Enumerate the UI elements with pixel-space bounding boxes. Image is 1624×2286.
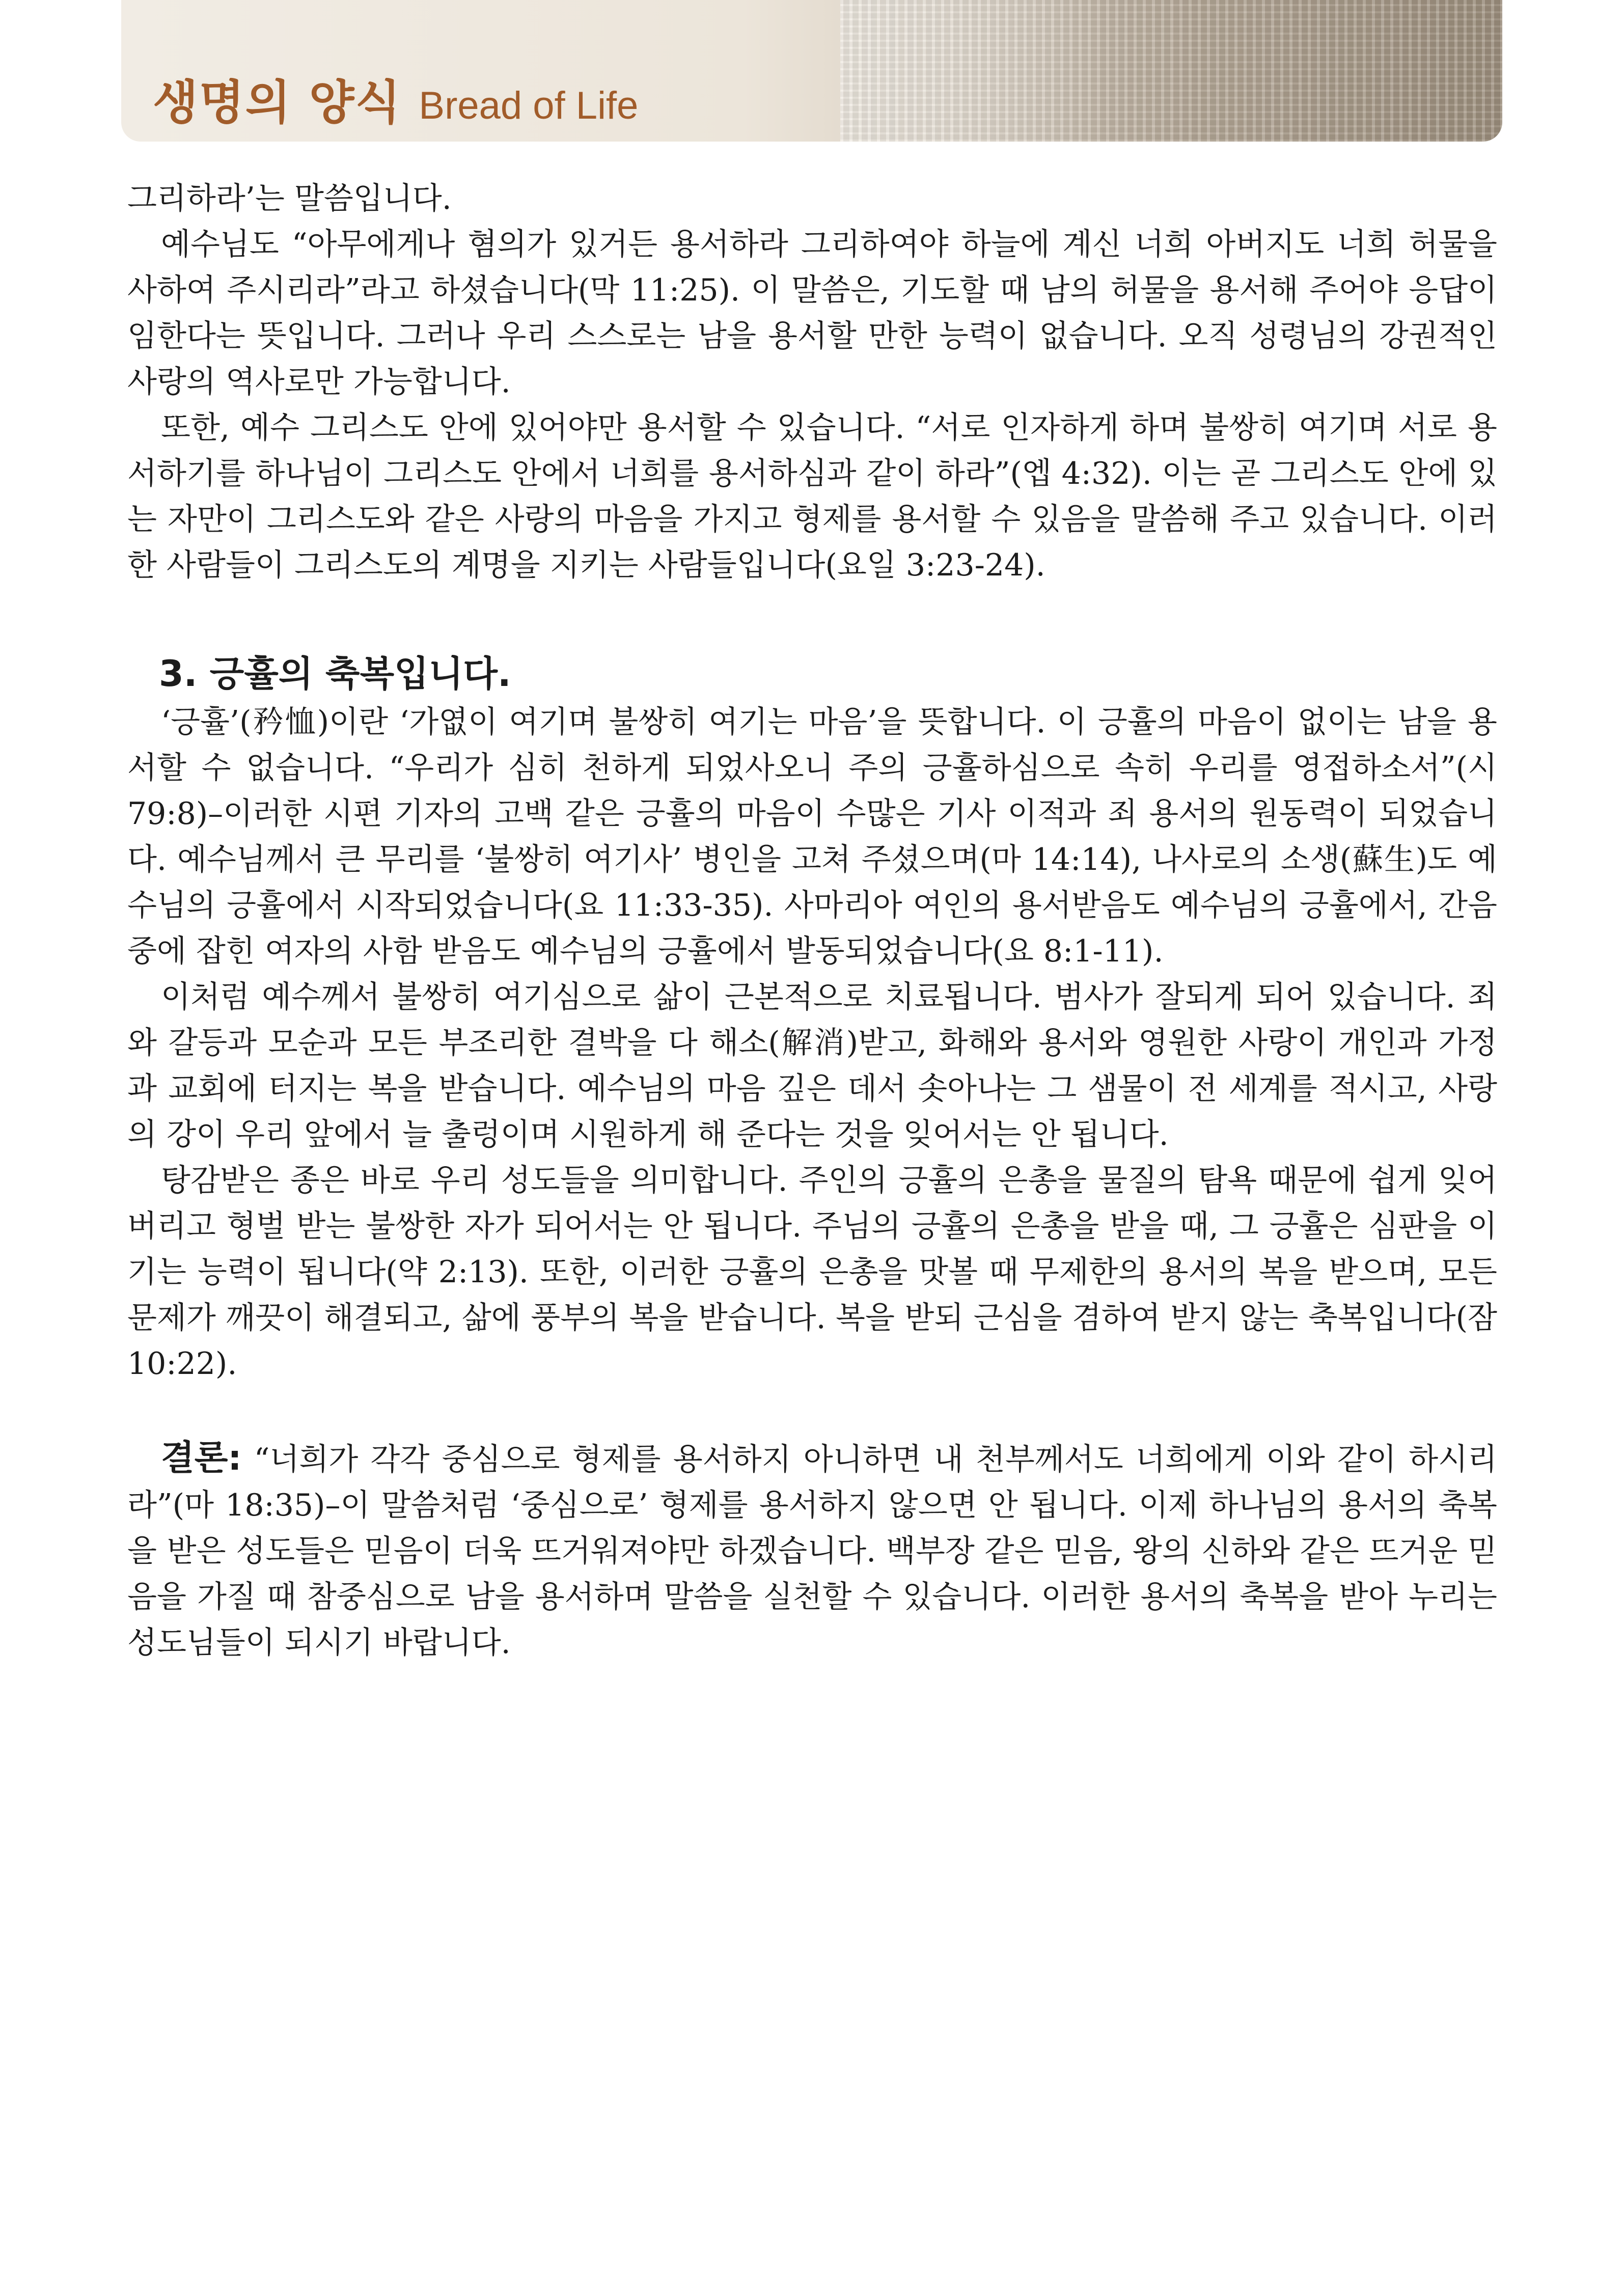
paragraph-mercy-definition: ‘긍휼’(矜恤)이란 ‘가엾이 여기며 불쌍히 여기는 마음’을 뜻합니다. 이 긍휼의 마음이 없이는 남을 용서할 수 없습니다. “우리가 심히 천하게 되었사오니 주의 긍휼하심으로 속히 우리를 영접하소서”(시 79:8)–이러한 시편 기자의 고백 같은 긍휼의 마음이 수많은 기사 이적과 죄 용서의 원동력이 되었습니다. 예수님께서 큰 무리를 ‘불쌍히 여기사’ 병인을 고쳐 주셨으며(마 14:14), 나사로의 소생(蘇生)도 예수님의 긍휼에서 시작되었습니다(요 11:33-35). 사마리아 여인의 용서받음도 예수님의 긍휼에서, 간음 중에 잡힌 여자의 사함 받음도 예수님의 긍휼에서 발동되었습니다(요 8:1-11). (127, 704, 1497, 969)
paragraph-forgiven-servant: 탕감받은 종은 바로 우리 성도들을 의미합니다. 주인의 긍휼의 은총을 물질의 탐욕 때문에 쉽게 잊어버리고 형벌 받는 불쌍한 자가 되어서는 안 됩니다. 주님의 긍휼의 은총을 받을 때, 그 긍휼은 심판을 이기는 능력이 됩니다(약 2:13). 또한, 이러한 긍휼의 은총을 맛볼 때 무제한의 용서의 복을 받으며, 모든 문제가 깨끗이 해결되고, 삶에 풍부의 복을 받습니다. 복을 받되 근심을 겸하여 받지 않는 축복입니다(잠 10:22). (127, 1163, 1497, 1382)
conclusion-text: “너희가 각각 중심으로 형제를 용서하지 아니하면 내 천부께서도 너희에게 이와 같이 하시리라”(마 18:35)–이 말씀처럼 ‘중심으로’ 형제를 용서하지 않으면 안 됩니다. 이제 하나님의 용서의 축복을 받은 성도들은 믿음이 더욱 뜨거워져야만 하겠습니다. 백부장 같은 믿음, 왕의 신하와 같은 뜨거운 믿음을 가질 때 참중심으로 남을 용서하며 말씀을 실천할 수 있습니다. 이러한 용서의 축복을 받아 누리는 성도님들이 되시기 바랍니다. (127, 1442, 1497, 1661)
header-title-korean: 생명의 양식 (153, 75, 402, 130)
paragraph-healing: 이처럼 예수께서 불쌍히 여기심으로 삶이 근본적으로 치료됩니다. 범사가 잘되게 되어 있습니다. 죄와 갈등과 모순과 모든 부조리한 결박을 다 해소(解消)받고, 화해와 용서와 영원한 사랑이 개인과 가정과 교회에 터지는 복을 받습니다. 예수님의 마음 깊은 데서 솟아나는 그 샘물이 전 세계를 적시고, 사랑의 강이 우리 앞에서 늘 출렁이며 시원하게 해 준다는 것을 잊어서는 안 됩니다. (127, 979, 1497, 1152)
header-title-english: Bread of Life (419, 84, 639, 127)
header-background-photo (840, 0, 1502, 142)
conclusion-paragraph (127, 1436, 1497, 1666)
header-title (153, 65, 638, 131)
paragraph-in-christ: 또한, 예수 그리스도 안에 있어야만 용서할 수 있습니다. “서로 인자하게 하며 불쌍히 여기며 서로 용서하기를 하나님이 그리스도 안에서 너희를 용서하심과 같이 하라”(엡 4:32). 이는 곧 그리스도 안에 있는 자만이 그리스도와 같은 사랑의 마음을 가지고 형제를 용서할 수 있음을 말씀해 주고 있습니다. 이러한 사람들이 그리스도의 계명을 지키는 사람들입니다(요일 3:23-24). (127, 410, 1497, 583)
conclusion-label: 결론: (161, 1438, 242, 1478)
paragraph-prayer-forgiveness: 예수님도 “아무에게나 혐의가 있거든 용서하라 그리하여야 하늘에 계신 너희 아버지도 너희 허물을 사하여 주시리라”라고 하셨습니다(막 11:25). 이 말씀은, 기도할 때 남의 허물을 용서해 주어야 응답이 임한다는 뜻입니다. 그러나 우리 스스로는 남을 용서할 만한 능력이 없습니다. 오직 성령님의 강권적인 사랑의 역사로만 가능합니다. (127, 227, 1497, 400)
article-body (127, 176, 1497, 1666)
paragraph-continued: 그리하라’는 말씀입니다. (127, 181, 452, 216)
section-heading-3: 3. 긍휼의 축복입니다. (159, 653, 511, 695)
